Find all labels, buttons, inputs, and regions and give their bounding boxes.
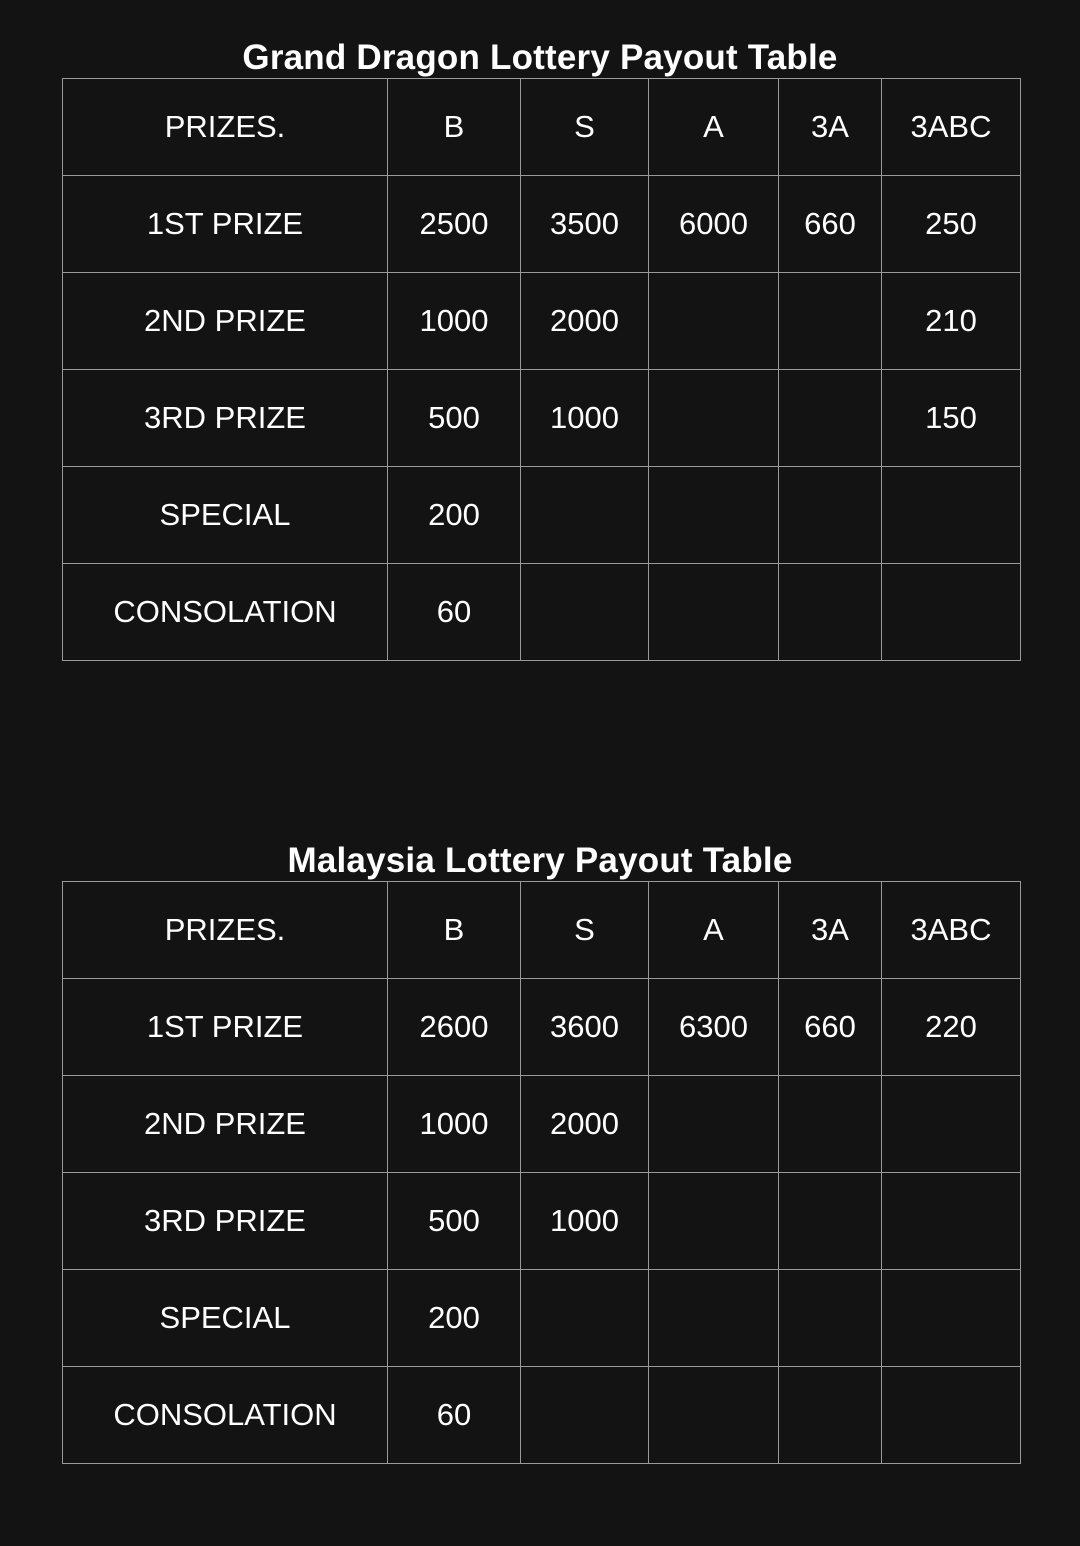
cell-value — [649, 370, 779, 467]
cell-value: 660 — [779, 979, 882, 1076]
column-header: 3A — [779, 882, 882, 979]
cell-value — [649, 564, 779, 661]
malaysia-payout-table — [62, 881, 1021, 1464]
row-label: SPECIAL — [63, 467, 388, 564]
cell-value — [779, 370, 882, 467]
cell-value — [882, 564, 1021, 661]
section-divider-space — [0, 661, 1080, 803]
cell-value: 2600 — [388, 979, 521, 1076]
cell-value — [779, 467, 882, 564]
cell-value — [779, 564, 882, 661]
cell-value: 150 — [882, 370, 1021, 467]
page-title: Grand Dragon Lottery Payout Table — [242, 38, 838, 77]
cell-value: 250 — [882, 176, 1021, 273]
row-label: SPECIAL — [63, 1270, 388, 1367]
cell-value: 2000 — [521, 273, 649, 370]
table-row — [63, 564, 1021, 661]
column-header: 3ABC — [882, 79, 1021, 176]
cell-value — [779, 273, 882, 370]
grand-dragon-payout-table — [62, 78, 1021, 661]
cell-value — [521, 1270, 649, 1367]
cell-value: 500 — [388, 1173, 521, 1270]
column-header: S — [521, 79, 649, 176]
table-row — [63, 176, 1021, 273]
table-row — [63, 979, 1021, 1076]
cell-value: 6300 — [649, 979, 779, 1076]
table-row — [63, 1173, 1021, 1270]
malaysia-table-wrap — [62, 881, 1018, 1464]
cell-value: 2000 — [521, 1076, 649, 1173]
cell-value: 2500 — [388, 176, 521, 273]
cell-value — [521, 1367, 649, 1464]
row-label: 2ND PRIZE — [63, 1076, 388, 1173]
column-header: B — [388, 882, 521, 979]
cell-value — [779, 1367, 882, 1464]
row-label: 2ND PRIZE — [63, 273, 388, 370]
cell-value — [882, 1367, 1021, 1464]
cell-value — [882, 1076, 1021, 1173]
cell-value: 6000 — [649, 176, 779, 273]
column-header: B — [388, 79, 521, 176]
cell-value: 3600 — [521, 979, 649, 1076]
cell-value: 660 — [779, 176, 882, 273]
table-row — [63, 467, 1021, 564]
column-header: S — [521, 882, 649, 979]
cell-value: 3500 — [521, 176, 649, 273]
column-header: A — [649, 882, 779, 979]
cell-value — [649, 1367, 779, 1464]
cell-value — [649, 1173, 779, 1270]
cell-value: 1000 — [521, 1173, 649, 1270]
cell-value: 200 — [388, 467, 521, 564]
row-label: CONSOLATION — [63, 564, 388, 661]
cell-value: 220 — [882, 979, 1021, 1076]
row-label: 3RD PRIZE — [63, 370, 388, 467]
column-header: A — [649, 79, 779, 176]
table-header-row — [63, 882, 1021, 979]
cell-value — [882, 467, 1021, 564]
column-header: 3ABC — [882, 882, 1021, 979]
cell-value: 1000 — [521, 370, 649, 467]
table-header-row — [63, 79, 1021, 176]
bottom-padding — [0, 1464, 1080, 1484]
grand-dragon-table-wrap — [62, 78, 1018, 661]
page-title-secondary: Malaysia Lottery Payout Table — [287, 841, 793, 880]
row-label: 1ST PRIZE — [63, 176, 388, 273]
row-label: CONSOLATION — [63, 1367, 388, 1464]
cell-value — [882, 1270, 1021, 1367]
table-row — [63, 273, 1021, 370]
table-row — [63, 1270, 1021, 1367]
column-header: PRIZES. — [63, 882, 388, 979]
cell-value — [779, 1270, 882, 1367]
cell-value — [649, 1270, 779, 1367]
cell-value: 210 — [882, 273, 1021, 370]
cell-value — [882, 1173, 1021, 1270]
row-label: 1ST PRIZE — [63, 979, 388, 1076]
cell-value — [779, 1076, 882, 1173]
grand-dragon-section — [0, 0, 1080, 661]
cell-value: 60 — [388, 564, 521, 661]
cell-value — [521, 467, 649, 564]
table-row — [63, 1367, 1021, 1464]
cell-value — [649, 1076, 779, 1173]
cell-value: 500 — [388, 370, 521, 467]
column-header: PRIZES. — [63, 79, 388, 176]
column-header: 3A — [779, 79, 882, 176]
cell-value — [649, 467, 779, 564]
cell-value: 1000 — [388, 273, 521, 370]
cell-value: 60 — [388, 1367, 521, 1464]
cell-value: 1000 — [388, 1076, 521, 1173]
malaysia-section — [0, 803, 1080, 1464]
table-row — [63, 370, 1021, 467]
row-label: 3RD PRIZE — [63, 1173, 388, 1270]
cell-value — [649, 273, 779, 370]
cell-value — [521, 564, 649, 661]
table-row — [63, 1076, 1021, 1173]
cell-value — [779, 1173, 882, 1270]
cell-value: 200 — [388, 1270, 521, 1367]
